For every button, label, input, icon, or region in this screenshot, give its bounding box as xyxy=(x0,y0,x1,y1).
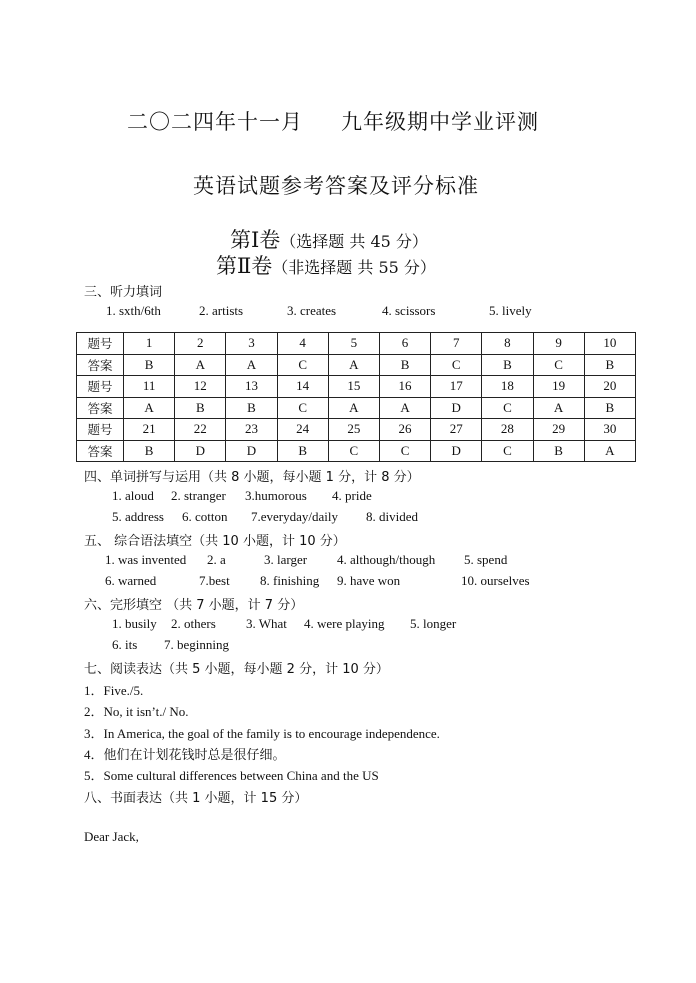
table-cell: 16 xyxy=(379,376,430,398)
section-5-line-1 xyxy=(105,552,507,568)
section-4-line-2 xyxy=(112,509,418,525)
table-cell: 4 xyxy=(277,333,328,355)
volume-1-name: 第Ⅰ卷 xyxy=(230,228,281,252)
table-cell: 26 xyxy=(379,419,430,441)
reading-answer: 5．Some cultural differences between China and the US xyxy=(84,768,379,783)
table-row xyxy=(77,419,636,441)
table-cell: 29 xyxy=(533,419,584,441)
table-row xyxy=(77,354,636,376)
section-3-answers xyxy=(106,303,532,319)
table-cell: A xyxy=(533,397,584,419)
table-cell: 9 xyxy=(533,333,584,355)
reading-answer: 2．No, it isn’t./ No. xyxy=(84,704,189,719)
reading-answer: 1．Five./5. xyxy=(84,683,144,698)
answer-item: 3. larger xyxy=(264,552,308,567)
table-cell: 27 xyxy=(431,419,482,441)
table-cell: 15 xyxy=(328,376,379,398)
answer-item: 3. What xyxy=(246,616,287,631)
table-cell: A xyxy=(328,397,379,419)
answer-item: 2. stranger xyxy=(171,488,226,503)
table-cell: B xyxy=(584,397,635,419)
answer-item: 5. longer xyxy=(410,616,457,631)
answer-item: 7.best xyxy=(199,573,230,588)
table-cell: B xyxy=(482,354,533,376)
answer-item: 1. was invented xyxy=(105,552,187,567)
table-cell: 5 xyxy=(328,333,379,355)
answer-item: 8. divided xyxy=(366,509,418,524)
answer-item: 1. sxth/6th xyxy=(106,303,161,318)
row-label: 答案 xyxy=(77,440,124,462)
section-7-heading: 七、阅读表达（共 5 小题，每小题 2 分，计 10 分） xyxy=(84,662,389,677)
table-cell: 12 xyxy=(175,376,226,398)
table-row xyxy=(77,397,636,419)
table-row xyxy=(77,440,636,462)
table-cell: D xyxy=(226,440,277,462)
answer-item: 6. cotton xyxy=(182,509,228,524)
table-cell: 18 xyxy=(482,376,533,398)
table-cell: 19 xyxy=(533,376,584,398)
table-cell: D xyxy=(175,440,226,462)
volume-2-heading xyxy=(216,250,436,280)
answer-item: 6. warned xyxy=(105,573,157,588)
section-4-heading: 四、单词拼写与运用（共 8 小题，每小题 1 分，计 8 分） xyxy=(84,470,420,485)
table-cell: C xyxy=(533,354,584,376)
volume-2-name: 第Ⅱ卷 xyxy=(216,254,273,278)
row-label: 答案 xyxy=(77,397,124,419)
table-cell: 17 xyxy=(431,376,482,398)
table-cell: A xyxy=(328,354,379,376)
volume-1-note: （选择题 共 45 分） xyxy=(280,232,428,251)
table-cell: B xyxy=(379,354,430,376)
table-cell: 20 xyxy=(584,376,635,398)
answer-item: 9. have won xyxy=(337,573,401,588)
table-cell: 21 xyxy=(124,419,175,441)
section-5-line-2 xyxy=(105,573,530,589)
table-cell: 2 xyxy=(175,333,226,355)
reading-answer: 4．他们在计划花钱时总是很仔细。 xyxy=(84,747,286,762)
answer-item: 4. were playing xyxy=(304,616,385,631)
table-cell: 30 xyxy=(584,419,635,441)
table-cell: A xyxy=(584,440,635,462)
table-cell: B xyxy=(533,440,584,462)
table-cell: D xyxy=(431,440,482,462)
table-cell: 13 xyxy=(226,376,277,398)
table-row xyxy=(77,333,636,355)
section-6-line-2 xyxy=(112,637,229,653)
table-cell: B xyxy=(226,397,277,419)
answer-item: 7.everyday/daily xyxy=(251,509,338,524)
table-cell: A xyxy=(226,354,277,376)
table-cell: 7 xyxy=(431,333,482,355)
table-cell: C xyxy=(328,440,379,462)
table-cell: D xyxy=(431,397,482,419)
answer-item: 1. busily xyxy=(112,616,157,631)
answer-item: 2. artists xyxy=(199,303,244,318)
table-cell: A xyxy=(379,397,430,419)
exam-date-title xyxy=(127,106,539,136)
answer-item: 6. its xyxy=(112,637,138,652)
answer-item: 1. aloud xyxy=(112,488,154,503)
table-cell: B xyxy=(124,440,175,462)
letter-salutation: Dear Jack, xyxy=(84,829,139,844)
answer-item: 4. scissors xyxy=(382,303,436,318)
table-cell: C xyxy=(431,354,482,376)
section-3-heading: 三、听力填词 xyxy=(84,285,163,300)
answer-item: 7. beginning xyxy=(164,637,229,652)
table-cell: A xyxy=(175,354,226,376)
choice-answer-table xyxy=(76,332,636,462)
section-5-heading: 五、 综合语法填空（共 10 小题，计 10 分） xyxy=(84,534,346,549)
answer-key-title: 英语试题参考答案及评分标准 xyxy=(193,174,479,198)
section-6-line-1 xyxy=(112,616,456,632)
table-cell: C xyxy=(277,397,328,419)
table-cell: C xyxy=(277,354,328,376)
table-cell: B xyxy=(584,354,635,376)
table-cell: 14 xyxy=(277,376,328,398)
answer-item: 10. ourselves xyxy=(461,573,530,588)
answer-item: 5. spend xyxy=(464,552,508,567)
table-cell: B xyxy=(124,354,175,376)
table-cell: 6 xyxy=(379,333,430,355)
answer-item: 5. lively xyxy=(489,303,532,318)
section-8-heading: 八、书面表达（共 1 小题，计 15 分） xyxy=(84,791,308,806)
table-cell: 8 xyxy=(482,333,533,355)
table-cell: 11 xyxy=(124,376,175,398)
answer-item: 4. although/though xyxy=(337,552,436,567)
answer-item: 3.humorous xyxy=(245,488,307,503)
table-cell: 24 xyxy=(277,419,328,441)
exam-date: 二〇二四年十一月 xyxy=(127,110,303,134)
table-cell: B xyxy=(277,440,328,462)
section-6-heading: 六、完形填空 （共 7 小题，计 7 分） xyxy=(84,598,304,613)
table-cell: 10 xyxy=(584,333,635,355)
table-row xyxy=(77,376,636,398)
section-4-line-1 xyxy=(112,488,372,504)
answer-item: 2. a xyxy=(207,552,226,567)
table-cell: 22 xyxy=(175,419,226,441)
table-cell: 28 xyxy=(482,419,533,441)
table-cell: 3 xyxy=(226,333,277,355)
table-cell: 25 xyxy=(328,419,379,441)
row-label: 答案 xyxy=(77,354,124,376)
table-cell: C xyxy=(482,440,533,462)
table-cell: 23 xyxy=(226,419,277,441)
answer-item: 5. address xyxy=(112,509,164,524)
table-cell: 1 xyxy=(124,333,175,355)
answer-item: 4. pride xyxy=(332,488,372,503)
answer-item: 2. others xyxy=(171,616,216,631)
row-label: 题号 xyxy=(77,333,124,355)
row-label: 题号 xyxy=(77,376,124,398)
table-cell: C xyxy=(379,440,430,462)
row-label: 题号 xyxy=(77,419,124,441)
table-cell: A xyxy=(124,397,175,419)
reading-answer: 3．In America, the goal of the family is to encourage independence. xyxy=(84,726,440,741)
volume-2-note: （非选择题 共 55 分） xyxy=(272,258,436,277)
answer-item: 8. finishing xyxy=(260,573,320,588)
table-cell: C xyxy=(482,397,533,419)
answer-item: 3. creates xyxy=(287,303,337,318)
table-cell: B xyxy=(175,397,226,419)
exam-name: 九年级期中学业评测 xyxy=(341,110,539,134)
